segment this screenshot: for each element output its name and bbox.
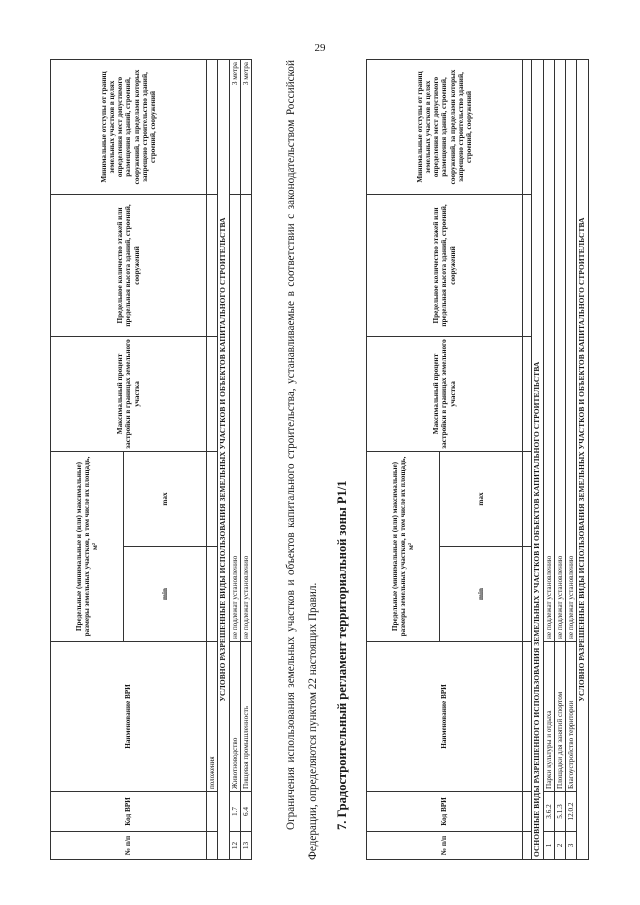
table-row [543,59,554,859]
row-code: 12.0.2 [566,792,577,832]
header-plot-sizes: Предельные (минимальные и (или) максимальные) размеры земельных участков, в том числе их площадь, м² [51,451,124,641]
table-row [240,59,251,859]
header-name: Наименование ВРИ [51,642,207,792]
header-code: Код ВРИ [367,792,523,832]
header-min: min [440,547,523,642]
table-row [229,59,240,859]
header-num: № п/п [367,832,523,860]
row-sizes: не подлежат установлению [229,194,240,641]
header-setbacks: Минимальные отступы от границ земельных участков в целях определения мест допустимого размещения зданий, строений, сооружений, за пределами которых запрещено строительство зданий, строений, сооружений [51,59,207,194]
row-sizes: не подлежат установлению [554,59,565,641]
row-num: 3 [566,832,577,860]
header-code: Код ВРИ [51,792,207,832]
row-code: 1.7 [229,792,240,832]
header-build-pct: Максимальный процент застройки в границах земельного участка [51,336,207,451]
header-num: № п/п [51,832,207,860]
row-num: 13 [240,832,251,860]
section-main: ОСНОВНЫЕ ВИДЫ РАЗРЕШЕННОГО ИСПОЛЬЗОВАНИЯ ЗЕМЕЛЬНЫХ УЧАСТКОВ И ОБЪЕКТОВ КАПИТАЛЬНОГО СТРОИТЕЛЬСТВА [532,59,544,859]
table-row [566,59,577,859]
row-name: Площадки для занятий спортом [554,642,565,792]
row-sizes: не подлежат установлению [543,59,554,641]
row-name: Парки культуры и отдыха [543,642,554,792]
header-min: min [124,547,207,642]
row-name: Благоустройство территории [566,642,577,792]
header-build-pct: Максимальный процент застройки в границах земельного участка [367,336,523,451]
row-name: Животноводство [229,642,240,792]
row-code: 6.4 [240,792,251,832]
regulation-table-r1 [366,59,589,860]
header-name: Наименование ВРИ [367,642,523,792]
restrictions-paragraph: Ограничения использования земельных участков и объектов капитального строительства, устанавливаемые в соответствии с законодательством Российской Федерации, определяются пунктом 22 настоящих Правил. [285,60,319,860]
header-plot-sizes: Предельные (минимальные и (или) максимальные) размеры земельных участков, в том числе их площадь, м² [367,451,440,641]
row-num: 12 [229,832,240,860]
row-num: 2 [554,832,565,860]
rotated-content [50,60,602,860]
regulation-table-continued [50,59,252,860]
row-code: 5.1.3 [554,792,565,832]
row-setback: 3 метра [240,59,251,194]
header-floors: Предельное количество этажей или предельная высота зданий, строений, сооружений [51,194,207,336]
row-sizes: не подлежат установлению [566,59,577,641]
section-conditional: УСЛОВНО РАЗРЕШЕННЫЕ ВИДЫ ИСПОЛЬЗОВАНИЯ ЗЕМЕЛЬНЫХ УЧАСТКОВ И ОБЪЕКТОВ КАПИТАЛЬНОГО СТРОИТЕЛЬСТВА [218,59,230,859]
section-conditional: УСЛОВНО РАЗРЕШЕННЫЕ ВИДЫ ИСПОЛЬЗОВАНИЯ ЗЕМЕЛЬНЫХ УЧАСТКОВ И ОБЪЕКТОВ КАПИТАЛЬНОГО СТРОИТЕЛЬСТВА [577,59,589,859]
row-code: 3.6.2 [543,792,554,832]
row-name: Пищевая промышленность [240,642,251,792]
header-max: max [440,451,523,546]
row-setback: 3 метра [229,59,240,194]
table-row [554,59,565,859]
header-floors: Предельное количество этажей или предельная высота зданий, строений, сооружений [367,194,523,336]
row-num: 1 [543,832,554,860]
row-sizes: не подлежат установлению [240,194,251,641]
carry-text: положения [207,642,218,792]
page-number: 29 [314,42,326,54]
section-heading: 7. Градостроительный регламент территориальной зоны Р1/1 [335,480,349,830]
header-setbacks: Минимальные отступы от границ земельных участков в целях определения мест допустимого размещения зданий, строений, сооружений, за пределами которых запрещено строительство зданий, строений, сооружений [367,59,523,194]
header-max: max [124,451,207,546]
